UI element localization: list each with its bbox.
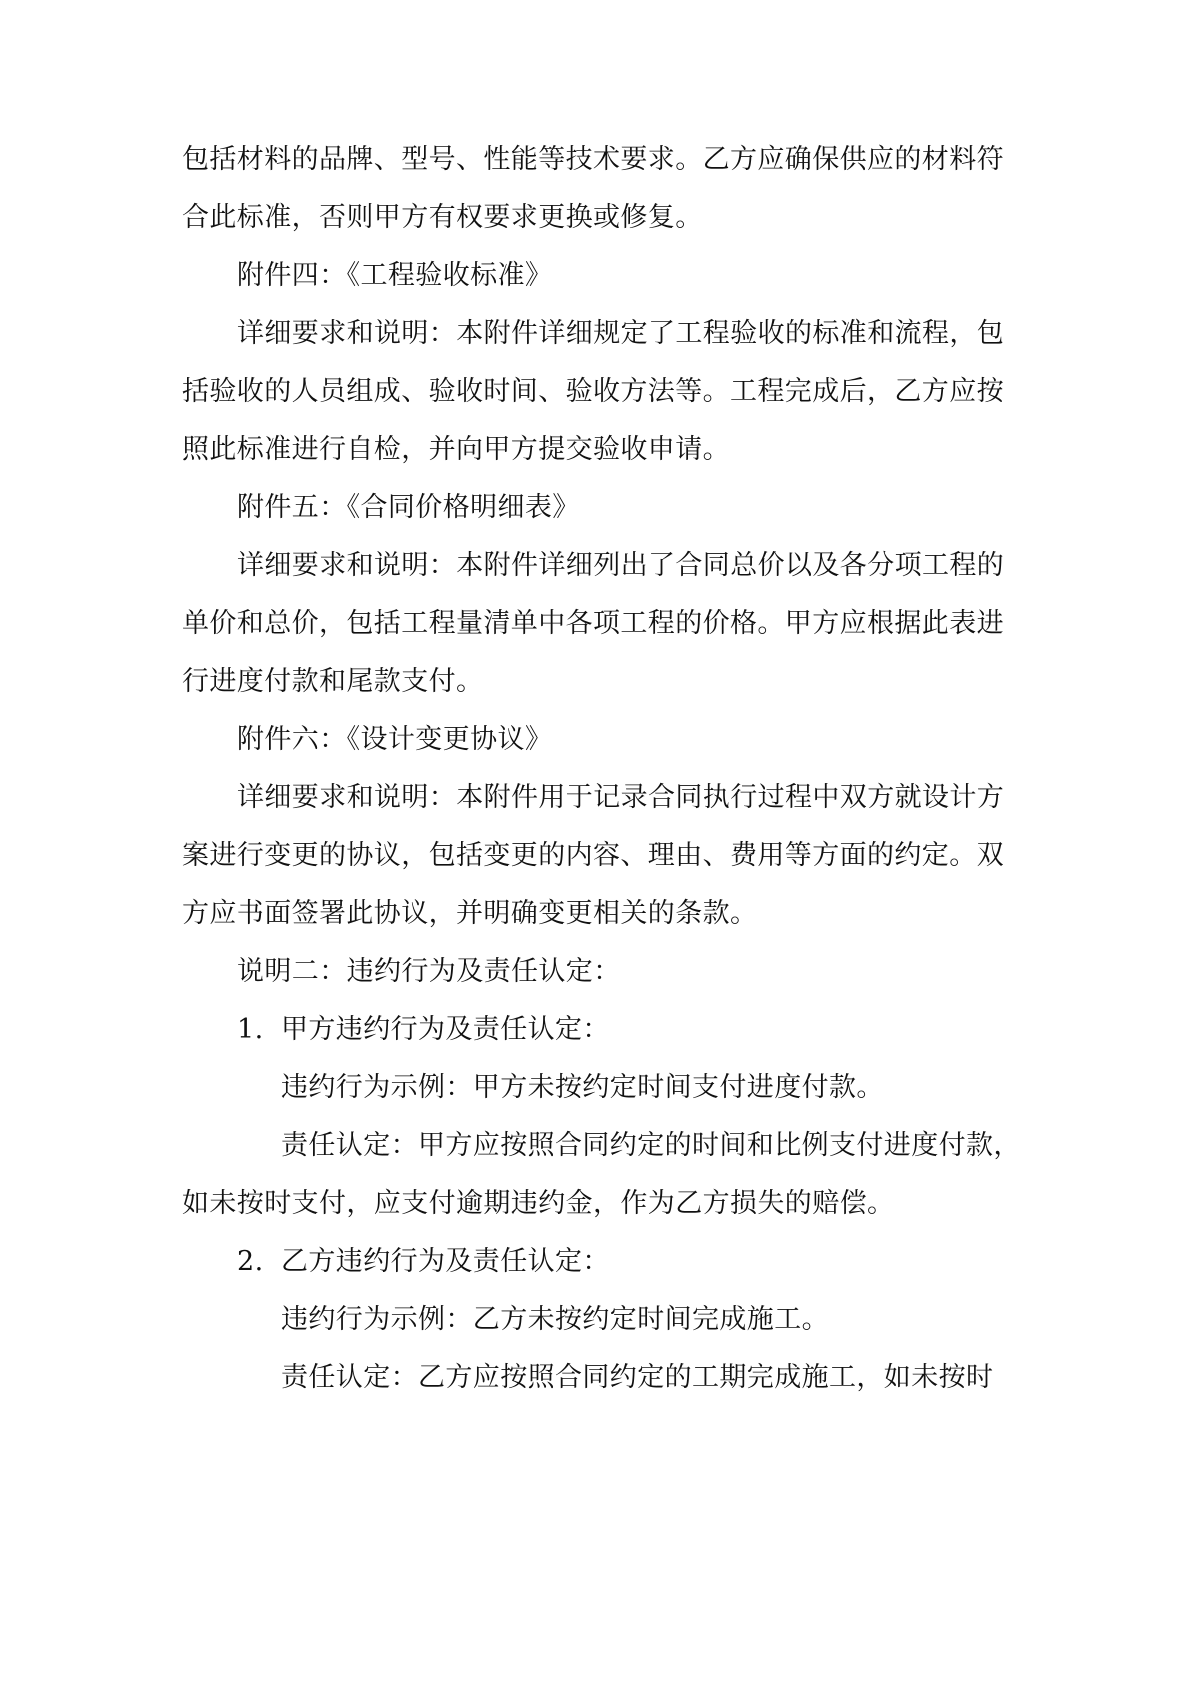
paragraph-line: 违约行为示例：乙方未按约定时间完成施工。 — [281, 1304, 829, 1335]
appendix-heading: 附件四：《工程验收标准》 — [237, 260, 553, 291]
paragraph-line: 包括材料的品牌、型号、性能等技术要求。乙方应确保供应的材料符 — [182, 144, 1004, 175]
paragraph-line: 单价和总价，包括工程量清单中各项工程的价格。甲方应根据此表进 — [182, 608, 1004, 639]
paragraph-line: 如未按时支付，应支付逾期违约金，作为乙方损失的赔偿。 — [182, 1188, 895, 1219]
paragraph-line: 照此标准进行自检，并向甲方提交验收申请。 — [182, 434, 730, 465]
paragraph-line: 括验收的人员组成、验收时间、验收方法等。工程完成后，乙方应按 — [182, 376, 1004, 407]
list-number: 2. — [237, 1246, 264, 1277]
paragraph-line: 责任认定：甲方应按照合同约定的时间和比例支付进度付款， — [281, 1130, 1021, 1161]
paragraph-line: 行进度付款和尾款支付。 — [182, 666, 484, 697]
section-heading: 说明二：违约行为及责任认定： — [237, 956, 621, 987]
list-number: 1. — [237, 1014, 264, 1045]
list-item — [237, 1012, 610, 1048]
appendix-heading: 附件六：《设计变更协议》 — [237, 724, 553, 755]
appendix-heading: 附件五：《合同价格明细表》 — [237, 492, 580, 523]
paragraph-line: 详细要求和说明：本附件用于记录合同执行过程中双方就设计方 — [237, 782, 1005, 813]
paragraph-line: 案进行变更的协议，包括变更的内容、理由、费用等方面的约定。双 — [182, 840, 1004, 871]
paragraph-line: 方应书面签署此协议，并明确变更相关的条款。 — [182, 898, 758, 929]
list-item — [237, 1244, 610, 1280]
paragraph-line: 责任认定：乙方应按照合同约定的工期完成施工，如未按时 — [281, 1362, 994, 1393]
paragraph-line: 合此标准，否则甲方有权要求更换或修复。 — [182, 202, 703, 233]
paragraph-line: 详细要求和说明：本附件详细规定了工程验收的标准和流程，包 — [237, 318, 1005, 349]
paragraph-line: 详细要求和说明：本附件详细列出了合同总价以及各分项工程的 — [237, 550, 1005, 581]
list-item-text: 乙方违约行为及责任认定： — [281, 1246, 610, 1277]
list-item-text: 甲方违约行为及责任认定： — [281, 1014, 610, 1045]
paragraph-line: 违约行为示例：甲方未按约定时间支付进度付款。 — [281, 1072, 884, 1103]
